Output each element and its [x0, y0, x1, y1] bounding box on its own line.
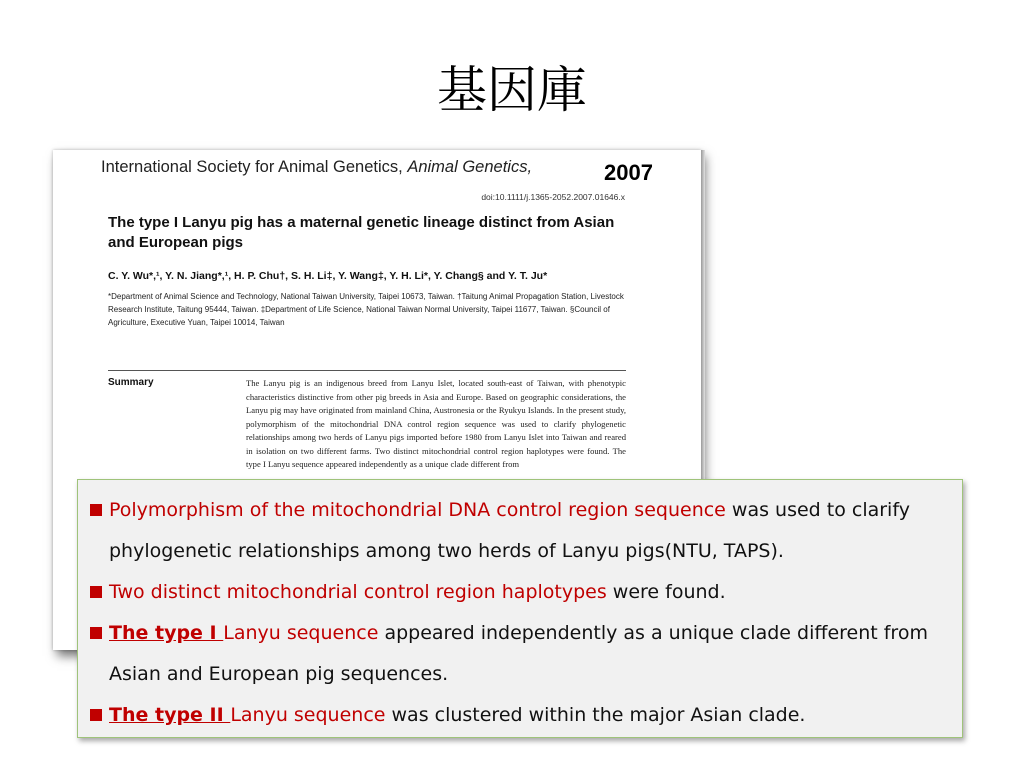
bullet-emphasis: The type I [109, 622, 224, 644]
bullet-highlight: Lanyu sequence [223, 622, 379, 644]
square-bullet-icon [90, 709, 102, 721]
square-bullet-icon [90, 627, 102, 639]
paper-title: The type I Lanyu pig has a maternal genetic lineage distinct from Asian and European pigs [108, 214, 615, 251]
square-bullet-icon [90, 586, 102, 598]
summary-label: Summary [108, 377, 154, 388]
section-divider [108, 370, 626, 371]
paper-affiliations: *Department of Animal Science and Technology, National Taiwan University, Taipei 10673, Taiwan. †Taitung Animal Propagation Station, Livestock Research Institute, Taitung 95444, Taiwan. ‡Department of Life Science, National Taiwan Normal University, Taipei 11677, Taiwan. §Council of Agriculture, Executive Yuan, Taipei 10014, Taiwan [108, 292, 624, 327]
journal-header [101, 158, 532, 177]
paper-authors: C. Y. Wu*,¹, Y. N. Jiang*,¹, H. P. Chu†, S. H. Li‡, Y. Wang‡, Y. H. Li*, Y. Chang§ and Y. T. Ju* [108, 270, 548, 282]
bullet-highlight: Polymorphism of the mitochondrial DNA control region sequence [109, 499, 726, 521]
bullet-item [88, 490, 948, 572]
journal-prefix: International Society for Animal Genetics, [101, 158, 408, 176]
bullet-text: were found. [606, 581, 726, 603]
bullet-item [88, 572, 948, 613]
slide-title: 基因庫 [437, 61, 587, 119]
bullet-item [88, 613, 948, 695]
findings-callout [77, 479, 963, 738]
bullet-highlight: Two distinct mitochondrial control region haplotypes [109, 581, 607, 603]
publication-year: 2007 [604, 160, 653, 185]
bullet-item [88, 695, 948, 736]
journal-name: Animal Genetics, [407, 158, 533, 176]
bullet-text: appeared independently as a unique clade different from Asian and European pig sequences. [109, 622, 928, 685]
bullet-text: was used to clarify phylogenetic relationships among two herds of Lanyu pigs(NTU, TAPS). [109, 499, 910, 562]
bullet-highlight: Lanyu sequence [230, 704, 386, 726]
paper-doi: doi:10.1111/j.1365-2052.2007.01646.x [481, 192, 625, 202]
summary-text: The Lanyu pig is an indigenous breed from Lanyu Islet, located south-east of Taiwan, with phenotypic characteristics distinctive from other pig breeds in Asia and Europe. Based on geographic considerations, the Lanyu pig may have originated from mainland China, Austronesia or the Ryukyu Islands. In the present study, polymorphism of the mitochondrial DNA control region sequence was used to clarify phylogenetic relationships among two herds of Lanyu pigs imported before 1980 from Lanyu Islet into Taiwan and reared in isolation on two different farms. Two distinct mitochondrial control region haplotypes were found. The type I Lanyu sequence appeared independently as a unique clade different from [246, 378, 626, 469]
bullet-emphasis: The type II [109, 704, 231, 726]
square-bullet-icon [90, 504, 102, 516]
bullet-text: was clustered within the major Asian clade. [385, 704, 806, 726]
